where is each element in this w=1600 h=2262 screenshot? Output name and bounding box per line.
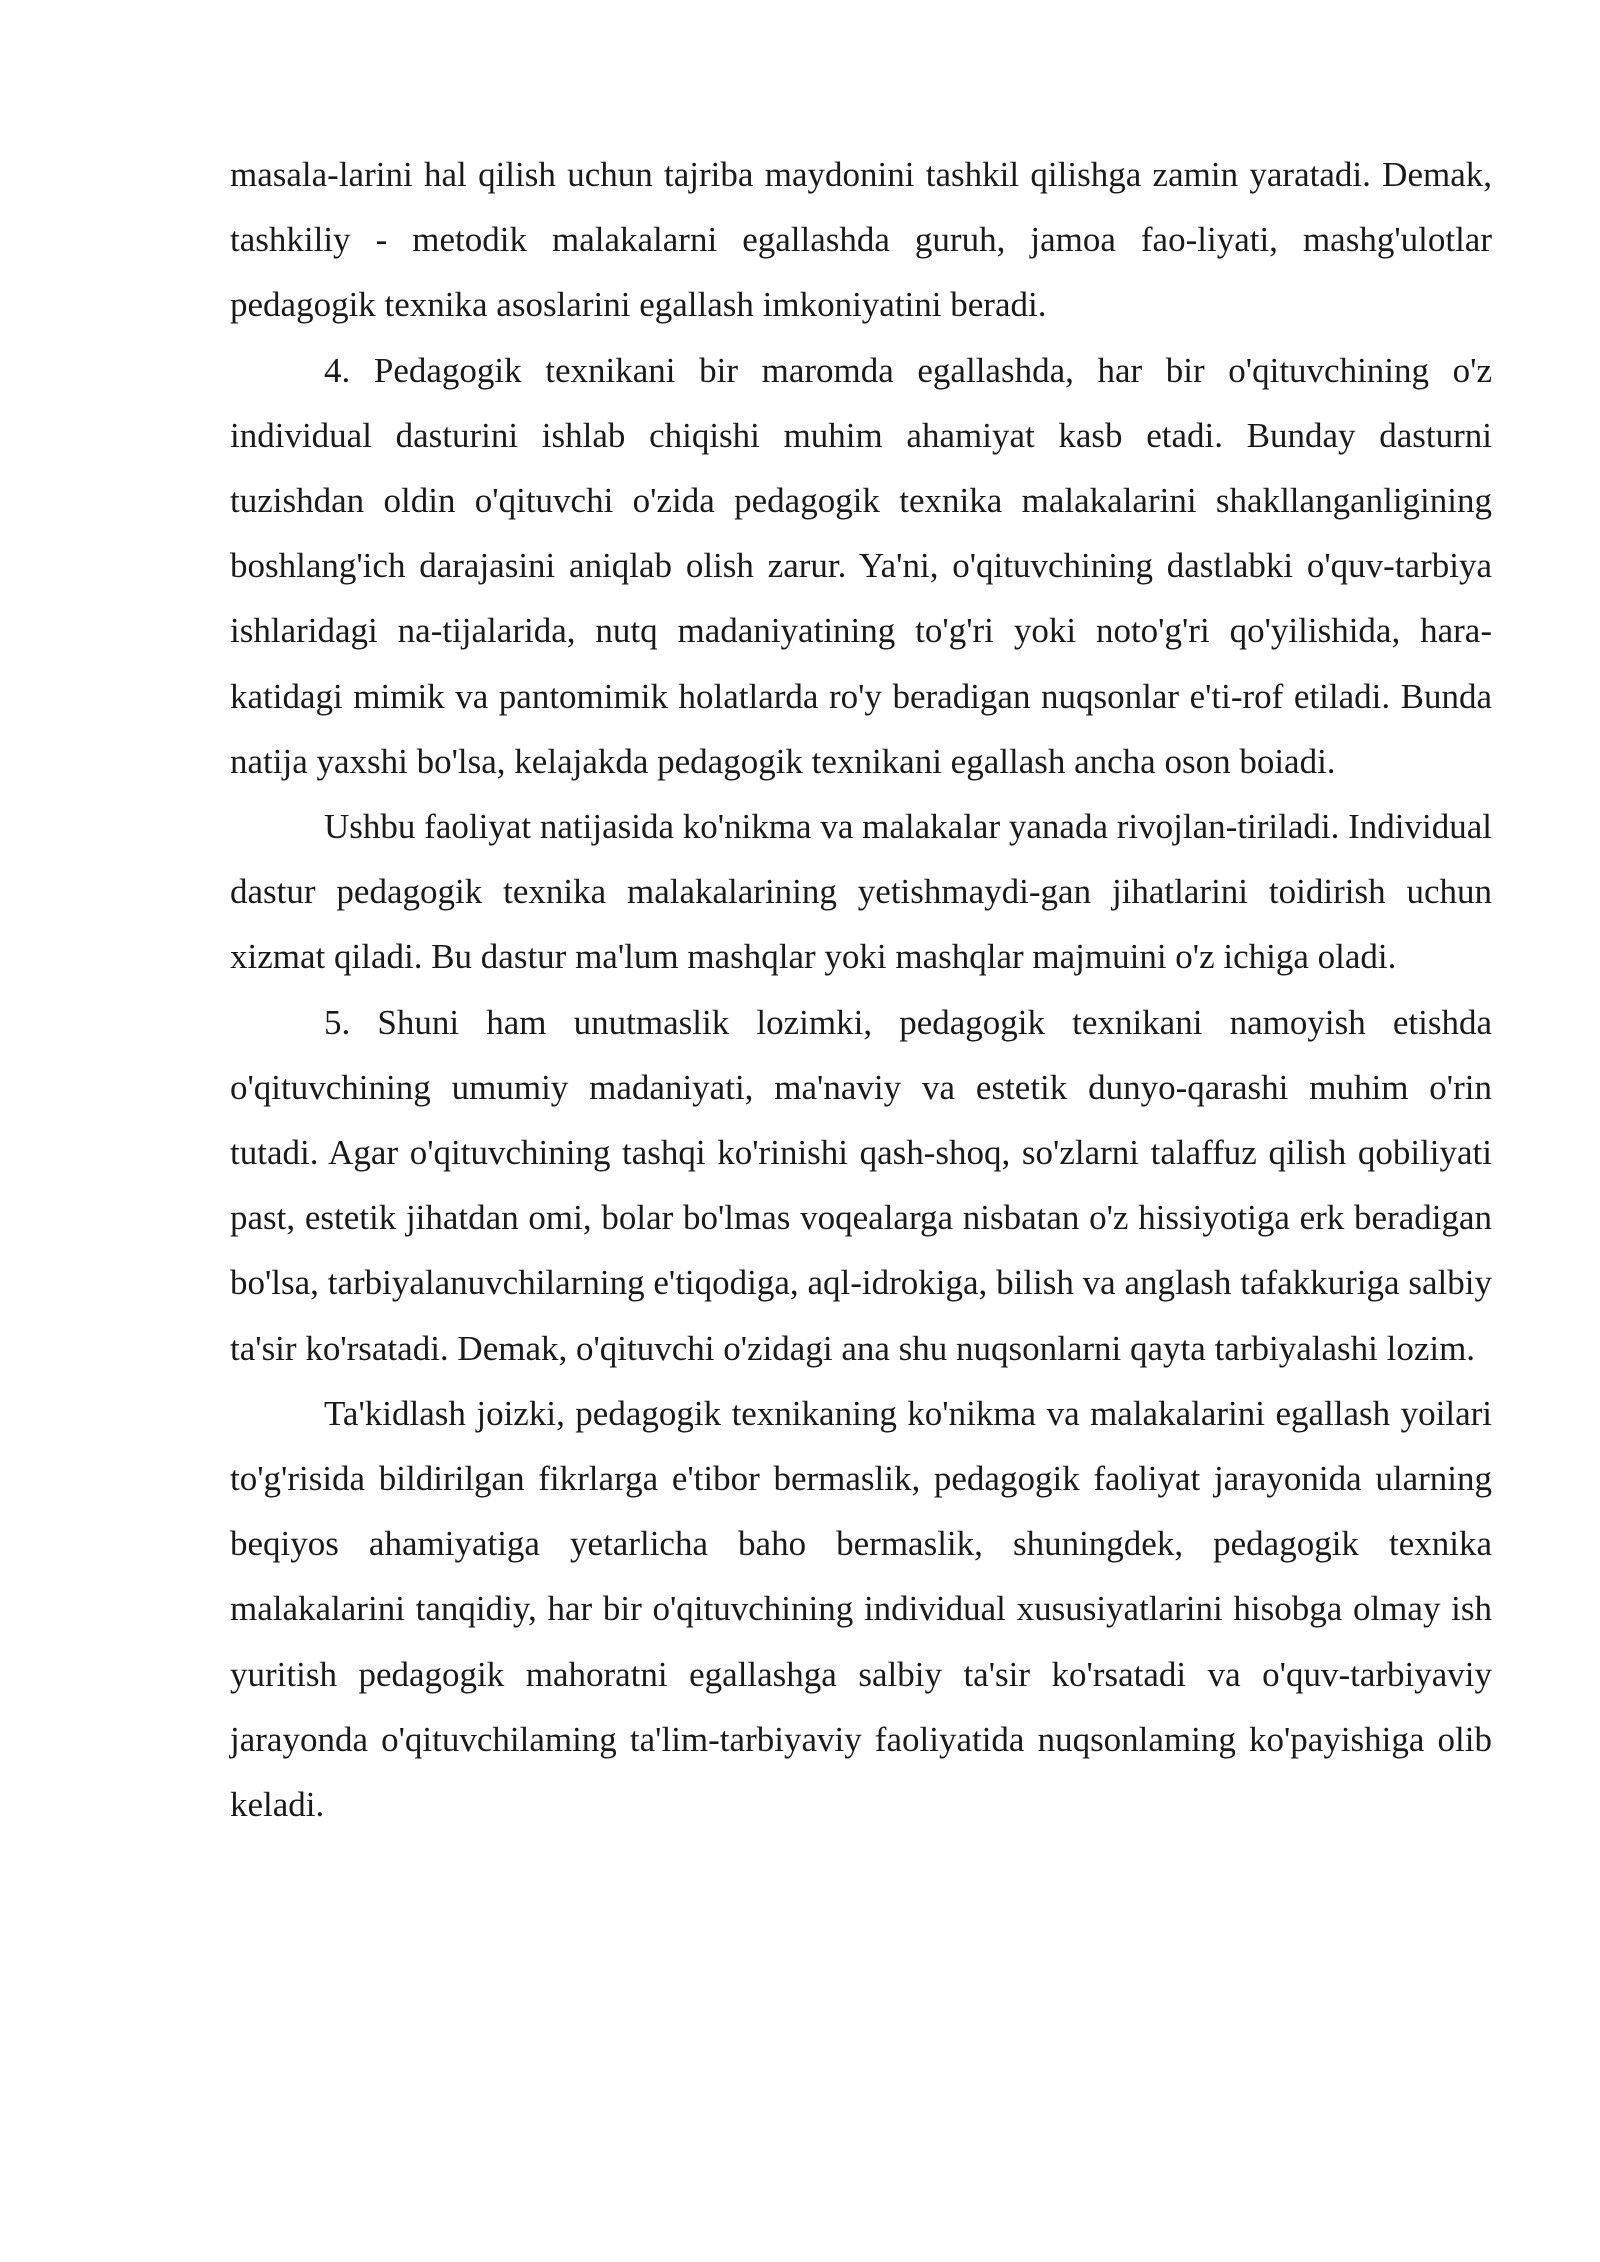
paragraph-individual-program: Ushbu faoliyat natijasida ko'nikma va malakalar yanada rivojlan-tiriladi. Individual dastur pedagogik texnika malakalarining yetishmaydi-gan jihatlarini toidirish uchun xizmat qiladi. Bu dastur ma'lum mashqlar yoki mashqlar majmuini o'z ichiga oladi.	[230, 807, 1492, 977]
body-text	[230, 142, 1492, 1837]
paragraph-point-5: 5. Shuni ham unutmaslik lozimki, pedagogik texnikani namoyish etishda o'qituvchining umumiy madaniyati, ma'naviy va estetik dunyo-qarashi muhim o'rin tutadi. Agar o'qituvchining tashqi ko'rinishi qash-shoq, so'zlarni talaffuz qilish qobiliyati past, estetik jihatdan omi, bolar bo'lmas voqealarga nisbatan o'z hissiyotiga erk beradigan bo'lsa, tarbiyalanuvchilarning e'tiqodiga, aql-idrokiga, bilish va anglash tafakkuriga salbiy ta'sir ko'rsatadi. Demak, o'qituvchi o'zidagi ana shu nuqsonlarni qayta tarbiyalashi lozim.	[230, 1002, 1492, 1368]
paragraph-conclusion: Ta'kidlash joizki, pedagogik texnikaning ko'nikma va malakalarini egallash yoilari to'g'risida bildirilgan fikrlarga e'tibor bermaslik, pedagogik faoliyat jarayonida ularning beqiyos ahamiyatiga yetarlicha baho bermaslik, shuningdek, pedagogik texnika malakalarini tanqidiy, har bir o'qituvchining individual xususiyatlarini hisobga olmay ish yuritish pedagogik mahoratni egallashga salbiy ta'sir ko'rsatadi va o'quv-tarbiyaviy jarayonda o'qituvchilaming ta'lim-tarbiyaviy faoliyatida nuqsonlaming ko'payishiga olib keladi.	[230, 1393, 1492, 1825]
paragraph-continuation: masala-larini hal qilish uchun tajriba maydonini tashkil qilishga zamin yaratadi. Demak, tashkiliy - metodik malakalarni egallashda guruh, jamoa fao-liyati, mashg'ulotlar pedagogik texnika asoslarini egallash imkoniyatini beradi.	[230, 155, 1492, 325]
paragraph-point-4: 4. Pedagogik texnikani bir maromda egallashda, har bir o'qituvchining o'z individual dasturini ishlab chiqishi muhim ahamiyat kasb etadi. Bunday dasturni tuzishdan oldin o'qituvchi o'zida pedagogik texnika malakalarini shakllanganligining boshlang'ich darajasini aniqlab olish zarur. Ya'ni, o'qituvchining dastlabki o'quv-tarbiya ishlaridagi na-tijalarida, nutq madaniyatining to'g'ri yoki noto'g'ri qo'yilishida, hara-katidagi mimik va pantomimik holatlarda ro'y beradigan nuqsonlar e'ti-rof etiladi. Bunda natija yaxshi bo'lsa, kelajakda pedagogik texnikani egallash ancha oson boiadi.	[230, 350, 1492, 781]
